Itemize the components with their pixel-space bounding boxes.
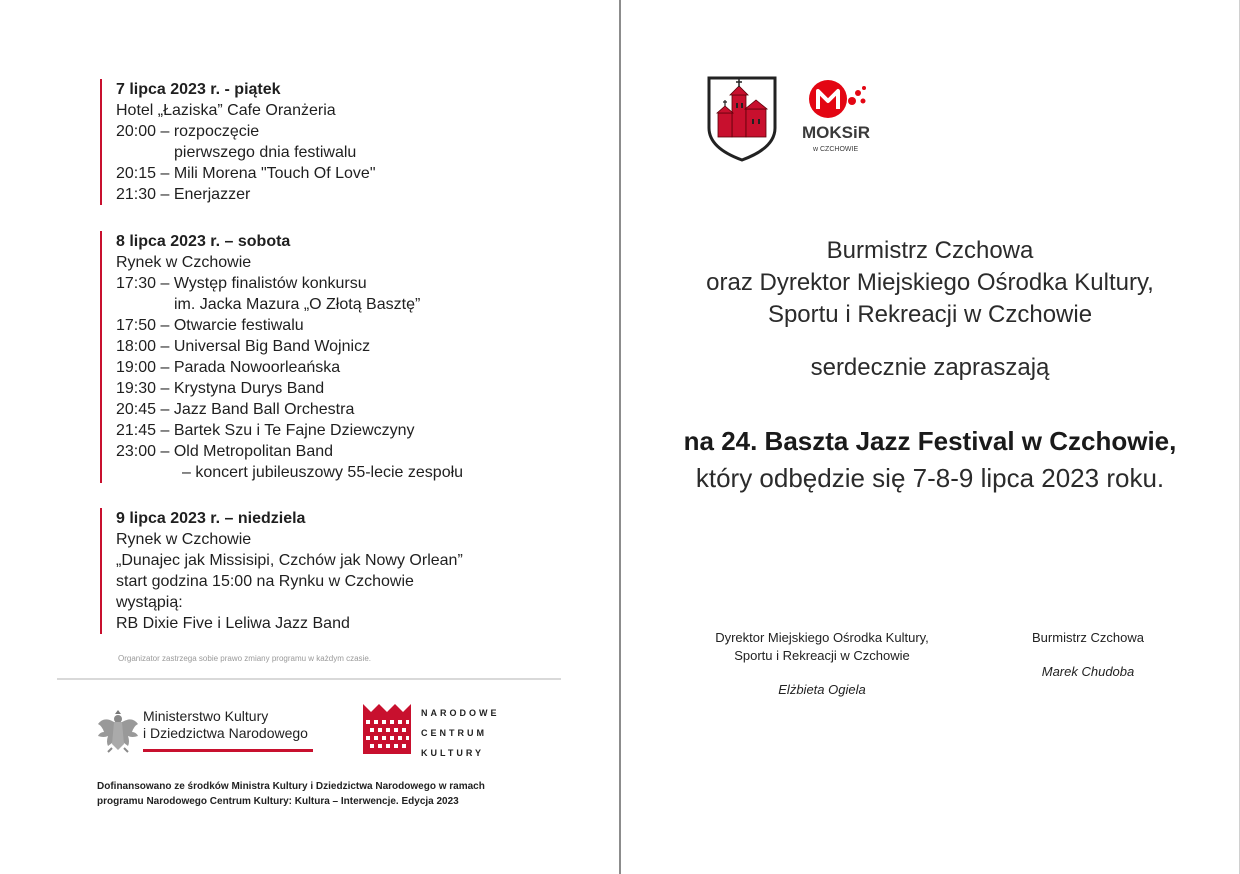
schedule-line: 18:00 – Universal Big Band Wojnicz	[116, 338, 371, 355]
signature-title: Dyrektor Miejskiego Ośrodka Kultury,	[715, 630, 929, 645]
nck-name	[421, 703, 500, 763]
invitation-line: Sportu i Rekreacji w Czchowie	[767, 301, 1093, 328]
ministry-line: Ministerstwo Kultury	[143, 708, 269, 724]
schedule-day-3	[100, 508, 463, 634]
ministry-line: i Dziedzictwa Narodowego	[143, 725, 308, 741]
festival-date: który odbędzie się 7-8-9 lipca 2023 roku.	[695, 463, 1165, 493]
funding-line: programu Narodowego Centrum Kultury: Kultura – Interwencje. Edycja 2023	[97, 796, 459, 807]
signature-name: Elżbieta Ogiela	[778, 682, 866, 697]
schedule-line: 21:30 – Enerjazzer	[116, 186, 251, 203]
town-crest-icon	[706, 75, 778, 163]
nck-line: CENTRUM	[421, 728, 487, 738]
schedule-line: 19:00 – Parada Nowoorleańska	[116, 359, 341, 376]
schedule-line: Rynek w Czchowie	[116, 531, 252, 548]
page-fold	[619, 0, 621, 874]
schedule-line: 20:45 – Jazz Band Ball Orchestra	[116, 401, 355, 418]
eagle-emblem-icon	[96, 706, 140, 754]
schedule-line: 17:50 – Otwarcie festiwalu	[116, 317, 304, 334]
schedule-line: pierwszego dnia festiwalu	[174, 144, 357, 161]
invitation-line: serdecznie zapraszają	[810, 354, 1050, 381]
schedule-line: 19:30 – Krystyna Durys Band	[116, 380, 325, 397]
signature-name: Marek Chudoba	[1041, 664, 1135, 679]
nck-line: KULTURY	[421, 748, 484, 758]
schedule-day-2	[100, 231, 463, 483]
schedule-line: 17:30 – Występ finalistów konkursu	[116, 275, 367, 292]
festival-title: na 24. Baszta Jazz Festival w Czchowie,	[683, 426, 1177, 456]
program-disclaimer: Organizator zastrzega sobie prawo zmiany programu w każdym czasie.	[118, 654, 371, 663]
invitation-line: Burmistrz Czchowa	[826, 237, 1034, 264]
ministry-name	[143, 708, 308, 742]
schedule-line: 21:45 – Bartek Szu i Te Fajne Dziewczyny	[116, 422, 415, 439]
signature-title: Sportu i Rekreacji w Czchowie	[734, 648, 910, 663]
divider	[57, 678, 561, 680]
schedule-line: „Dunajec jak Missisipi, Czchów jak Nowy Orlean”	[116, 552, 463, 569]
moksir-subtitle: w CZCHOWIE	[813, 146, 859, 153]
moksir-logo-icon	[808, 79, 870, 121]
schedule-line: – koncert jubileuszowy 55-lecie zespołu	[182, 464, 464, 481]
schedule-line: 20:15 – Mili Morena "Touch Of Love"	[116, 165, 376, 182]
day-header: 8 lipca 2023 r. – sobota	[116, 233, 291, 250]
schedule-line: Hotel „Łaziska” Cafe Oranżeria	[116, 102, 336, 119]
schedule-line: wystąpią:	[116, 594, 183, 611]
day-header: 7 lipca 2023 r. - piątek	[116, 81, 281, 98]
nck-line: NARODOWE	[421, 708, 500, 718]
schedule-day-1	[100, 79, 376, 205]
director-signature	[700, 629, 944, 699]
funding-note	[97, 779, 485, 809]
signature-title: Burmistrz Czchowa	[1032, 630, 1144, 645]
ministry-underline	[143, 749, 313, 752]
funding-line: Dofinansowano ze środków Ministra Kultury i Dziedzictwa Narodowego w ramach	[97, 781, 485, 792]
schedule-line: 23:00 – Old Metropolitan Band	[116, 443, 334, 460]
schedule-line: Rynek w Czchowie	[116, 254, 252, 271]
mayor-signature	[1000, 629, 1176, 681]
day-header: 9 lipca 2023 r. – niedziela	[116, 510, 306, 527]
schedule-line: start godzina 15:00 na Rynku w Czchowie	[116, 573, 414, 590]
invitation-line: oraz Dyrektor Miejskiego Ośrodka Kultury,	[706, 269, 1154, 296]
schedule-line: RB Dixie Five i Leliwa Jazz Band	[116, 615, 350, 632]
schedule-line: 20:00 – rozpoczęcie	[116, 123, 260, 140]
schedule-line: im. Jacka Mazura „O Złotą Basztę”	[174, 296, 421, 313]
moksir-name: MOKSiR	[802, 123, 870, 142]
nck-logo-icon	[363, 704, 411, 754]
